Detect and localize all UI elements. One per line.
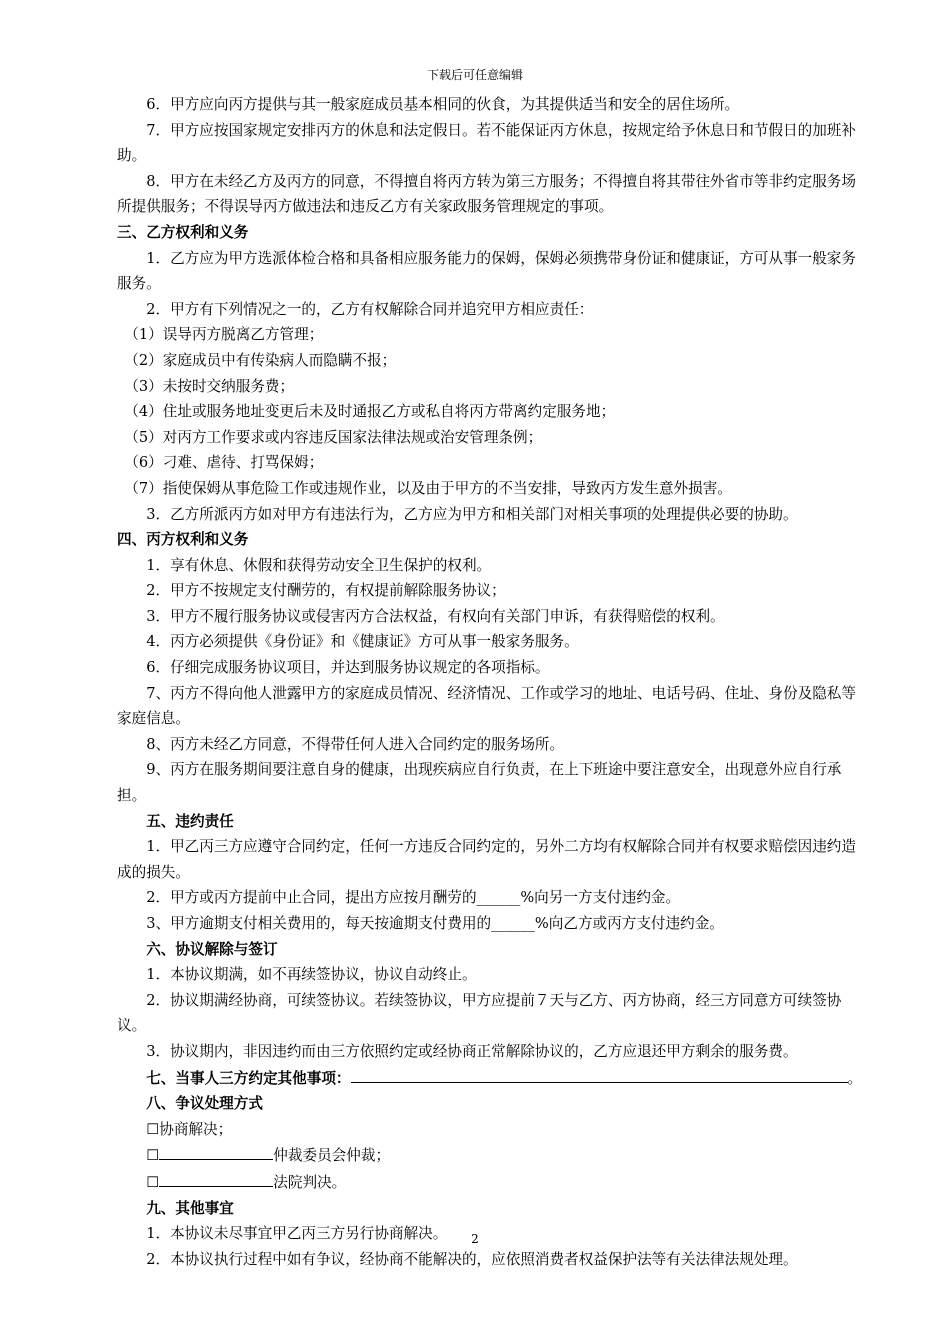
arbitration-blank [159,1142,273,1160]
checkbox-icon: ☐ [146,1173,160,1191]
clause-c4: 4．丙方必须提供《身份证》和《健康证》方可从事一般家务服务。 [146,633,579,651]
section-heading-9: 九、其他事宜 [146,1199,234,1217]
clause-c6: 6．仔细完成服务协议项目，并达到服务协议规定的各项指标。 [146,659,550,677]
option-arbitration [117,1142,864,1169]
clause-c9: 9、丙方在服务期间要注意自身的健康，出现疾病应自行负责，在上下班途中要注意安全，出现意外应自行承担。 [117,761,842,805]
clause-g1: 1．本协议未尽事宜甲乙丙三方另行协商解决。 [146,1225,448,1243]
checkbox-icon: ☐ [146,1147,160,1165]
section-heading-7-end: 。 [847,1069,863,1087]
clause-e3: 3．协议期内，非因违约而由三方依照约定或经协商正常解除协议的，乙方应退还甲方剩余的服务费。 [146,1042,798,1060]
clause-b2-4: （4）住址或服务地址变更后未及时通报乙方或私自将丙方带离约定服务地； [124,403,616,421]
clause-c3: 3．甲方不履行服务协议或侵害丙方合法权益，有权向有关部门申诉，有获得赔偿的权利。 [146,607,725,625]
clause-b2-7: （7）指使保姆从事危险工作或违规作业，以及由于甲方的不当安排，导致丙方发生意外损害。 [124,479,732,497]
clause-b3: 3．乙方所派丙方如对甲方有违法行为，乙方应为甲方和相关部门对相关事项的处理提供必要的协助。 [146,505,798,523]
other-matters-blank [351,1065,848,1083]
option-negotiation: ☐协商解决； [146,1120,233,1138]
clause-d2: 2．甲方或丙方提前中止合同，提出方应按月酬劳的______%向另一方支付违约金。 [146,889,681,907]
clause-c8: 8、丙方未经乙方同意，不得带任何人进入合同约定的服务场所。 [146,735,565,753]
clause-b2-3: （3）未按时交纳服务费； [124,377,295,395]
clause-b2-5: （5）对丙方工作要求或内容违反国家法律法规或治安管理条例； [124,428,543,446]
section-heading-6: 六、协议解除与签订 [146,940,278,958]
clause-c1: 1．享有休息、休假和获得劳动安全卫生保护的权利。 [146,556,492,574]
clause-d1: 1．甲乙丙三方应遵守合同约定，任何一方违反合同约定的，另外二方均有权解除合同并有权要求赔偿因违约造成的损失。 [117,838,856,881]
clause-b2-2: （2）家庭成员中有传染病人而隐瞒不报； [124,351,397,369]
court-blank [159,1169,273,1187]
clause-b2: 2．甲方有下列情况之一的，乙方有权解除合同并追究甲方相应责任： [146,300,594,318]
section-heading-8: 八、争议处理方式 [146,1095,263,1113]
section-heading-4: 四、丙方权利和义务 [117,531,249,549]
document-body [117,92,864,1272]
option-arbitration-label: 仲裁委员会仲裁； [273,1147,391,1165]
clause-b1: 1．乙方应为甲方选派体检合格和具备相应服务能力的保姆，保姆必须携带身份证和健康证，方可从事一般家务服务。 [117,249,856,293]
page-header: 下载后可任意编辑 [426,68,523,82]
clause-c2: 2．甲方不按规定支付酬劳的，有权提前解除服务协议； [146,582,506,600]
clause-e1: 1．本协议期满，如不再续签协议，协议自动终止。 [146,966,477,984]
clause-c7: 7、丙方不得向他人泄露甲方的家庭成员情况、经济情况、工作或学习的地址、电话号码、住址、身份及隐私等家庭信息。 [117,684,856,728]
clause-a7: 7．甲方应按国家规定安排丙方的休息和法定假日。若不能保证丙方休息，按规定给予休息日和节假日的加班补助。 [117,121,856,165]
clause-e2: 2．协议期满经协商，可续签协议。若续签协议，甲方应提前７天与乙方、丙方协商，经三方同意方可续签协议。 [117,991,842,1035]
clause-d3: 3、甲方逾期支付相关费用的，每天按逾期支付费用的______%向乙方或丙方支付违约金。 [146,915,724,932]
clause-b2-1: （1）误导丙方脱离乙方管理； [124,326,324,344]
section-heading-7 [117,1065,864,1092]
clause-b2-6: （6）刁难、虐待、打骂保姆； [124,454,324,472]
option-court [117,1169,864,1196]
section-heading-3: 三、乙方权利和义务 [117,223,249,241]
clause-a6: 6．甲方应向丙方提供与其一般家庭成员基本相同的伙食，为其提供适当和安全的居住场所。 [146,96,740,113]
clause-g2: 2．本协议执行过程中如有争议，经协商不能解决的，应依照消费者权益保护法等有关法律法规处理。 [146,1250,798,1268]
page-number: 2 [471,1232,479,1246]
section-heading-7-label: 七、当事人三方约定其他事项： [146,1069,351,1087]
option-court-label: 法院判决。 [273,1173,347,1191]
clause-a8: 8．甲方在未经乙方及丙方的同意，不得擅自将丙方转为第三方服务；不得擅自将其带往外省市等非约定服务场所提供服务；不得误导丙方做违法和违反乙方有关家政服务管理规定的事项。 [117,172,856,216]
section-heading-5: 五、违约责任 [146,812,234,830]
